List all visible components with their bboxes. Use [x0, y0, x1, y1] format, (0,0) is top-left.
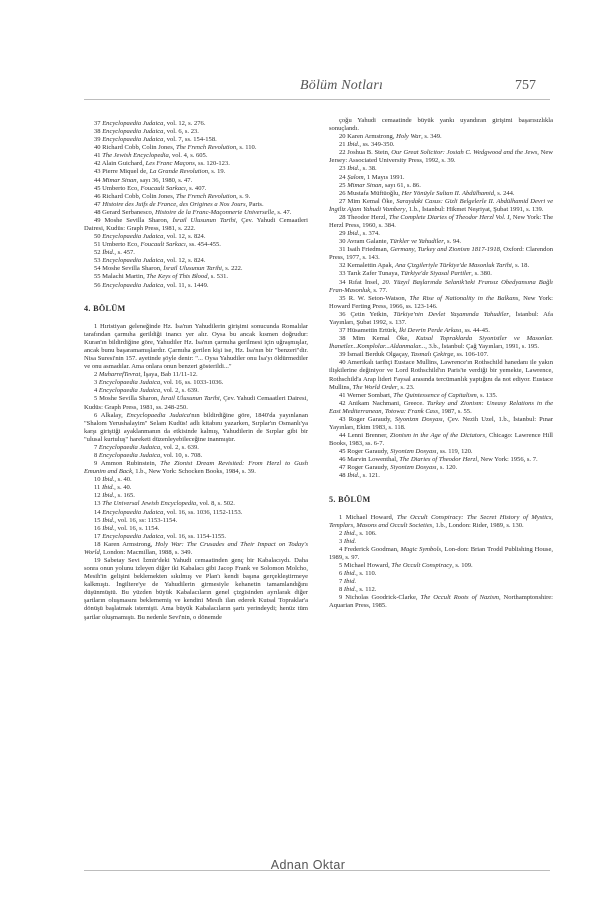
footnote: 34 Rıfat İnsel, 20. Yüzyıl Başlarında Selanik'teki Fransız Obedyansına Bağlı Fran-Masonluk, s. 77. — [329, 278, 553, 294]
footnote: 40 Richard Cobb, Colin Jones, The French Revolution, s. 110. — [94, 144, 257, 152]
footnote: 48 Ibid., s. 121. — [339, 472, 380, 480]
notes-list — [329, 117, 553, 481]
footnote: 43 Roger Garaudy, Siyonizm Dosyası, Çev. Nezih Uzel, 1.b., İstanbul: Pınar Yayınları, Ekim 1983, s. 118. — [329, 415, 554, 431]
footnote: 36 Çetin Yetkin, Türkiye'nin Devlet Yaşamında Yahudiler, İstanbul: Afa Yayınları, Şubat 1992, s. 137. — [329, 310, 553, 326]
page-number: 757 — [515, 78, 536, 93]
footnote: 7 Ibid. — [339, 578, 357, 586]
footnote: 5 Michael Howard, The Occult Conspiracy, s. 109. — [339, 562, 473, 570]
footnote: 18 Karen Armstrong, Holy War: The Crusades and Their Impact on Today's World, London: Macmillan, 1988, s. 349. — [84, 540, 308, 556]
footnote: 2 MuharrefTevrat, İşaya, Bab 11/11-12. — [94, 371, 198, 379]
footnote: 11 Ibid., s. 40. — [94, 484, 132, 492]
footnote: 47 Roger Garaudy, Siyonizm Dosyası, s. 120. — [339, 464, 458, 472]
footnote: 1 Michael Howard, The Occult Conspiracy: The Secret History of Mystics, Templars, Masons and Occult Societies, 1.b., London: Rider, 1989, s. 130. — [329, 513, 554, 529]
footnote: 42 Alain Guichard, Les Franc Maçons, ss. 120-123. — [94, 160, 230, 168]
footnote: 26 Mustafa Müftüoğlu, Her Yönüyle Sultan II. Abdülhamid, s. 244. — [339, 189, 515, 197]
footnote: 12 Ibid., s. 165. — [94, 492, 135, 500]
footnote: 55 Malachi Martin, The Keys of This Blood, s. 531. — [94, 273, 229, 281]
footnote: 27 Mim Kemal Öke, Saraydaki Casus: Gizli Belgelerle II. Abdülhamid Devri ve İngiliz Ajanı Yahudi Vambery, 1.b., İstanbul: Hikmet Neşriyat, Şubat 1991, s. 139. — [329, 197, 553, 213]
footnote: 25 Mimar Sinan, sayı 61, s. 86. — [339, 181, 421, 189]
section-spacer — [329, 481, 553, 496]
footnote: 40 Amerikalı tarihçi Eustace Mullins, Lawrence'ın Rothschild hanedanı ile yakın ilişkilerine değiniyor ve Lord Rothschild'ın Paris'te verdiği bir yemekte, Lawrence, Rothschild'a Arap lideri Faysal arasında tercümanlık yaptığını da not ediyor. Eustace Mullins, The World Order, s. 23. — [329, 359, 553, 391]
footnote: 15 Ibid., vol. 16, ss: 1153-1154. — [94, 516, 178, 524]
footnote: 47 Histoire des Juifs de France, des Origines a Nos Jours, Paris. — [94, 200, 264, 208]
footnote: 52 İbid., s. 457. — [94, 249, 135, 257]
footnote: 38 Mim Kemal Öke, Kutsal Topraklarda Siyonistler ve Masonlar. İhanetler...Komplolar...Aldanmalar..., 3.b., İstanbul: Çağ Yayınları, 1991, s. 195. — [329, 335, 554, 351]
footnote: 45 Umberto Eco, Foucault Sarkacı, s. 407. — [94, 184, 207, 192]
right-column — [329, 117, 553, 611]
footnote: 41 The Jewish Encyclopedia, vol. 4, s. 605. — [94, 152, 208, 160]
footnote: 17 Encyclopaedia Judaica, vol. 16, ss. 1154-1155. — [94, 532, 227, 540]
footnote: 16 Ibid., vol. 16, s. 1154. — [94, 524, 160, 532]
footnote: 7 Encyclopaedia Judaica, vol. 2, s. 639. — [94, 443, 199, 451]
page-title: Bölüm Notları — [300, 78, 384, 93]
footnote: 43 Pierre Miquel de, La Grande Revolution, s. 19. — [94, 168, 226, 176]
footnote: 44 Lenni Brenner, Zionism in the Age of the Dictators, Chicago: Lawrence Hill Books, 1983, ss. 6-7. — [329, 432, 553, 448]
footnote: 30 Avram Galante, Türkler ve Yahudiler, s. 94. — [339, 238, 462, 246]
footnote: 28 Theodor Herzl, The Complete Diaries of Theodor Herzl Vol. I, New York: The Herzl Press, 1960, s. 384. — [329, 213, 553, 230]
footnote: 49 Moshe Sevilla Sharon, İsrail Ulusunun Tarihi, Çev. Yahudi Cemaatleri Dairesi, Kudüs: Graph Press, 1981, s. 222. — [84, 216, 308, 233]
footnote: 6 Ibid., s. 110. — [339, 570, 377, 578]
section-heading-5: 5. BÖLÜM — [329, 494, 371, 504]
footnote: 10 Ibid., s. 40. — [94, 476, 132, 484]
footnote: 9 Nicholas Goodrick-Clarke, The Occult Roots of Nazism, Northamptonshire: Aquarian Press, 1985. — [329, 594, 554, 610]
footnote: 8 Encyclopaedia Judaica, vol. 10, s. 708. — [94, 451, 203, 459]
footnote: 31 Isaih Friedman, Germany, Turkey and Zionism 1817-1918, Oxford: Clarendon Press, 1977, s. 143. — [329, 246, 553, 262]
footnote: 50 Encyclopaedia Judaica, vol. 12, s. 824. — [94, 233, 206, 241]
footnote: 9 Ammon Rubinstein, The Zionist Dream Revisited: From Herzl to Gush Emunim and Back, 1.b., New York: Schocken Books, 1984, s. 39. — [84, 460, 308, 476]
footnote: 56 Encyclopaedia Judaica, vol. 11, s. 1449. — [94, 281, 209, 289]
footnote: 3 Ibid. — [339, 537, 357, 545]
footnote: 35 R. W. Seton-Watson, The Rise of Nationality in the Balkans, New York: Howard Ferting Press, 1966, ss. 123-146. — [329, 294, 553, 310]
footnote: 33 Tarık Zafer Tunaya, Türkiye'de Siyasal Partiler, s. 380. — [339, 270, 492, 278]
section-spacer — [84, 290, 308, 305]
footnote: 53 Encyclopaedia Judaica, vol. 12, s. 824. — [94, 257, 206, 265]
footnote: 23 Ibid., s. 38. — [339, 165, 377, 173]
footnote: 4 Frederick Goodman, Magic Symbols, Lon-don: Brian Trodd Publishing House, 1989, s. 97. — [329, 545, 553, 561]
footnote: 19 Sabetay Sevi İzmir'deki Yahudi cemaatinden genç bir Kabalacıydı. Daha sonra onun yolunu izleyen diğer iki Kabalacı gibi Jacop Frank ve Solomon Molcho, Mesih'in gelişini beklemekten sıkılmış ve Plan'ı kendi başına gerçekleştirmeye kalkmıştı. İngiltere'ye de Yahudilerin girmesiyle kehanetin tamamlandığını düşünmüştü. Bu yüzden büyük Kabalacıların genel çizgisinden ayrılarak diğer şartların oluşmasını beklememiş ve kendini Mesih ilan ederek Kutsal Topraklar'a dönüşü başlatmak istemişti. Ama büyük Kabalacıların şartı yerindeydi; henüz tüm şartlar oluşmamıştı. Bu nedenle Sevi'nin, o dönemde — [84, 556, 308, 621]
left-column — [84, 120, 308, 622]
footnote: 46 Marvin Lowenthal, The Diaries of Theodor Herzl, New York: 1956, s. 7. — [339, 456, 538, 464]
footnote: 42 Anikam Nachmani, Greece. Turkey and Zionism: Uneasy Relations in the East Mediterranean, Totowa: Frank Cass, 1987, s. 55. — [329, 399, 553, 415]
footnote: 37 Encyclopaedia Judaica, vol. 12, s. 276. — [94, 120, 206, 127]
footnote: 37 Hüsamettin Ertürk, İki Devrin Perde Arkası, ss. 44-45. — [339, 327, 490, 335]
notes-list — [329, 514, 553, 611]
footnote: 48 Gerard Serbanesco, Histoire de la Franc-Maçonnerie Universelle, s. 47. — [94, 208, 292, 216]
footnote: 13 The Universal Jewish Encyclopedia, vol. 8, s. 502. — [94, 500, 235, 508]
footnote: 3 Encyclopaedia Judaica, vol. 16, ss. 1033-1036. — [94, 379, 224, 387]
footnote: 8 Ibid., s. 112. — [339, 586, 377, 594]
footnote: 54 Moshe Sevilla Sharon, İsrail Ulusunun Tarihi, s. 222. — [94, 265, 243, 273]
footnote: 24 Şalom, 1 Mayıs 1991. — [339, 173, 405, 181]
notes-list — [84, 371, 308, 621]
footnote: 45 Roger Garaudy, Siyonizm Dosyası, ss. 119, 120. — [339, 448, 473, 456]
section-intro-paragraph: 1 Hıristiyan geleneğinde Hz. İsa'nın Yahudilerin girişimi sonucunda Romalılar tarafından çarmıha gerildiği inancı yer alır. Oysa bu ancak kısmen doğrudur: Kuran'ın bildirdiğine göre, Yahudiler Hz. İsa'nın çarmıha gerilmesi için uğraşmışlar, ancak bunu başaramamışlardır. Çarmıha gerilen kişi ise, Hz. İsa'nın bir "benzeri"dir. Nisa Suresi'nin 157. ayetinde şöyle denir: "... Oysa Yahudiler onu İsa'yı öldürmediler ve onu asmadılar. Ama onlara onun benzeri gösterildi..." — [84, 322, 308, 371]
footnote: 46 Richard Cobb, Colin Jones, The French Revolution, s. 9. — [94, 192, 251, 200]
footnote: 14 Encyclopaedia Judaica, vol. 16, ss. 1036, 1152-1153. — [94, 508, 243, 516]
header-rule — [84, 99, 550, 100]
footnote: 2 Ibid., s. 106. — [339, 529, 377, 537]
footnote: 41 Werner Sombart, The Quintessence of Capitalism, s. 135. — [339, 391, 498, 399]
footnote: çoğu Yahudi cemaatinde büyük yankı uyandıran girişimi başarısızlıkla sonuçlandı. — [329, 117, 553, 133]
footnote: 51 Umberto Eco, Foucault Sarkacı, ss. 454-455. — [94, 241, 221, 249]
footnote: 4 Encyclopaedia Judaica, vol. 2, s. 639. — [94, 387, 199, 395]
footnote: 22 Joshua B. Stein, Our Great Solicitor: Josiah C. Wedgwood and the Jews, New Jersey: Associated University Press, 1992, s. 39. — [329, 149, 553, 165]
footnote: 39 İsmail Berduk Olgaçay, Tasmalı Çekirge, ss. 106-107. — [339, 351, 489, 359]
footnote: 21 Ibid., ss. 349-350. — [339, 141, 395, 149]
footnote: 44 Mimar Sinan, sayı 36, 1980, s. 47. — [94, 176, 193, 184]
footer-author: Adnan Oktar — [270, 858, 346, 872]
footnote: 38 Encyclopaedia Judaica, vol. 6, s. 23. — [94, 128, 199, 136]
footnote: 32 Kemalettin Apak, Ana Çizgileriyle Türkiye'de Masonluk Tarihi, s. 18. — [339, 262, 530, 270]
footnote: 6 Alkalay, Encyclopaedia Judaica'nın bildirdiğine göre, 1840'da yayınlanan "Shalom Yerushalayim" Selam Kudüs! adlı kitabını yazarken, Sırplar'ın Osmanlı'ya karşı giriştiği ayaklanmanın da etkisinde kalmış, Yahudilerin de Sırplar gibi bir "ulusal kurtuluş" hareketi düzenleyebileceğine inanmıştır. — [84, 411, 308, 443]
footnote: 20 Karen Armstrong, Holy War, s. 349. — [339, 133, 442, 141]
section-heading-4: 4. BÖLÜM — [84, 303, 126, 313]
notes-list — [84, 120, 308, 290]
footnote: 39 Encyclopaedia Judaica, vol. 7, ss. 154-158. — [94, 136, 217, 144]
footnote: 29 Ibid., s. 374. — [339, 230, 380, 238]
footnote: 5 Moshe Sevilla Sharon, İsrail Ulusunun Tarihi, Çev. Yahudi Cemaatleri Dairesi, Kudüs: Graph Press, 1981, ss. 248-250. — [84, 395, 309, 411]
